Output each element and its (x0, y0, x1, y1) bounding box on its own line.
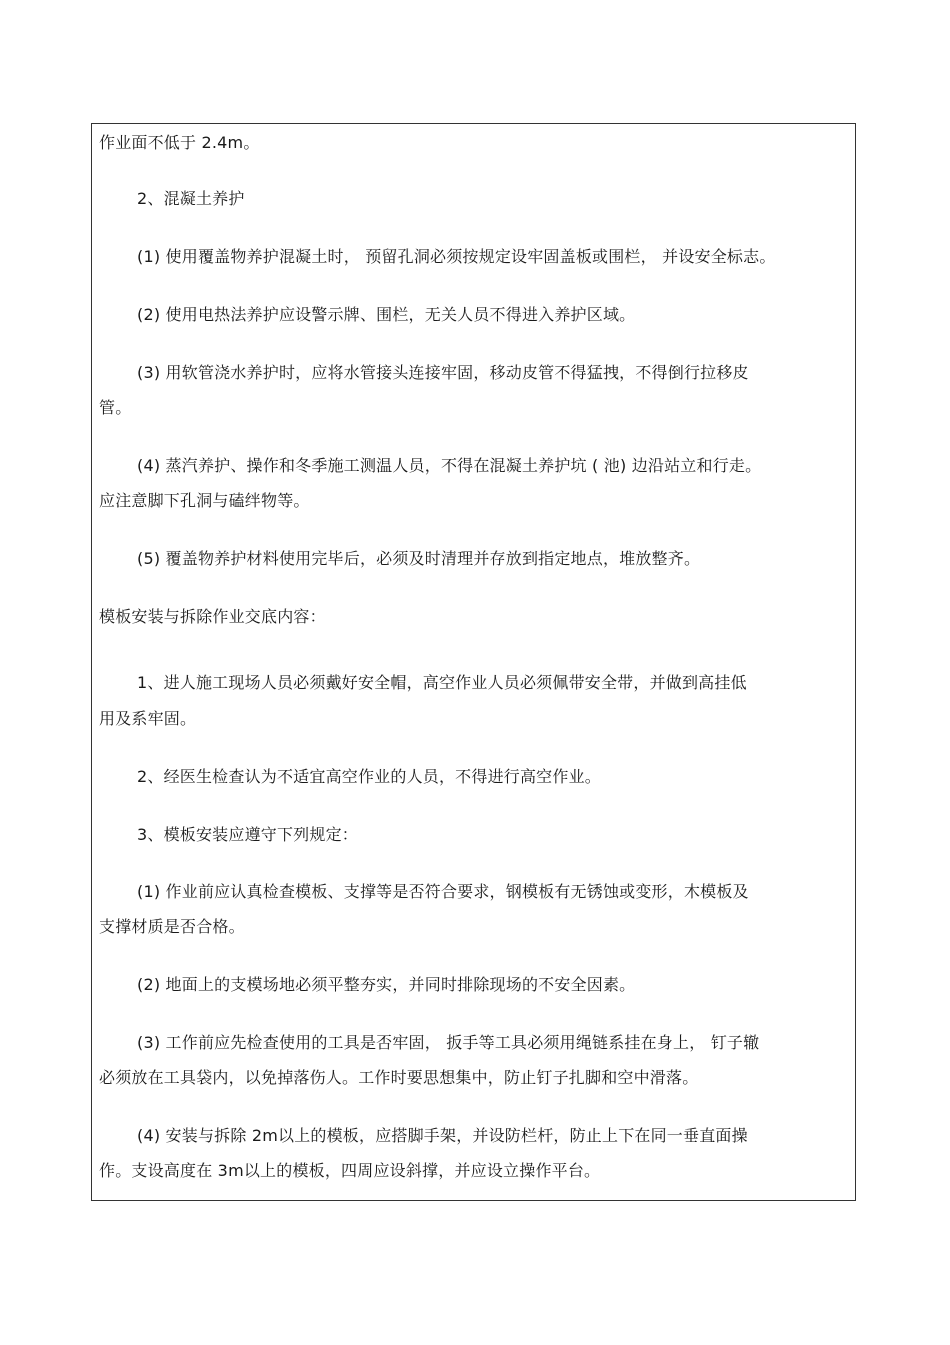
text-line-14: 3、模板安装应遵守下列规定： (137, 825, 358, 844)
text-line-11: 1、进人施工现场人员必须戴好安全帽，高空作业人员必须佩带安全带，并做到高挂低 (137, 673, 747, 692)
text-line-17: (2) 地面上的支模场地必须平整夯实，并同时排除现场的不安全因素。 (137, 975, 636, 994)
text-line-6: 管。 (99, 398, 132, 417)
section-heading-formwork: 模板安装与拆除作业交底内容： (99, 607, 326, 626)
text-line-13: 2、经医生检查认为不适宜高空作业的人员，不得进行高空作业。 (137, 767, 601, 786)
text-line-9: (5) 覆盖物养护材料使用完毕后，必须及时清理并存放到指定地点，堆放整齐。 (137, 549, 701, 568)
text-line-19: 必须放在工具袋内，以免掉落伤人。工作时要思想集中，防止钉子扎脚和空中滑落。 (99, 1068, 699, 1087)
text-line-15: (1) 作业前应认真检查模板、支撑等是否符合要求，钢模板有无锈蚀或变形，木模板及 (137, 882, 749, 901)
text-line-3: (1) 使用覆盖物养护混凝土时， 预留孔洞必须按规定设牢固盖板或围栏， 并设安全标志。 (137, 247, 776, 266)
text-line-8: 应注意脚下孔洞与磕绊物等。 (99, 491, 310, 510)
text-line-16: 支撑材质是否合格。 (99, 917, 245, 936)
text-line-5: (3) 用软管浇水养护时，应将水管接头连接牢固，移动皮管不得猛拽，不得倒行拉移皮 (137, 363, 749, 382)
section-heading-curing: 2、混凝土养护 (137, 189, 245, 208)
text-line-12: 用及系牢固。 (99, 709, 197, 728)
text-line-4: (2) 使用电热法养护应设警示牌、围栏，无关人员不得进入养护区域。 (137, 305, 636, 324)
text-line-18: (3) 工作前应先检查使用的工具是否牢固， 扳手等工具必须用绳链系挂在身上， 钉子辙 (137, 1033, 760, 1052)
text-line-20: (4) 安装与拆除 2m以上的模板，应搭脚手架，并设防栏杆，防止上下在同一垂直面操 (137, 1126, 748, 1145)
text-line-1: 作业面不低于 2.4m。 (99, 133, 260, 152)
text-line-21: 作。支设高度在 3m以上的模板，四周应设斜撑，并应设立操作平台。 (99, 1161, 601, 1180)
text-line-7: (4) 蒸汽养护、操作和冬季施工测温人员，不得在混凝土养护坑 ( 池) 边沿站立和行走。 (137, 456, 762, 475)
